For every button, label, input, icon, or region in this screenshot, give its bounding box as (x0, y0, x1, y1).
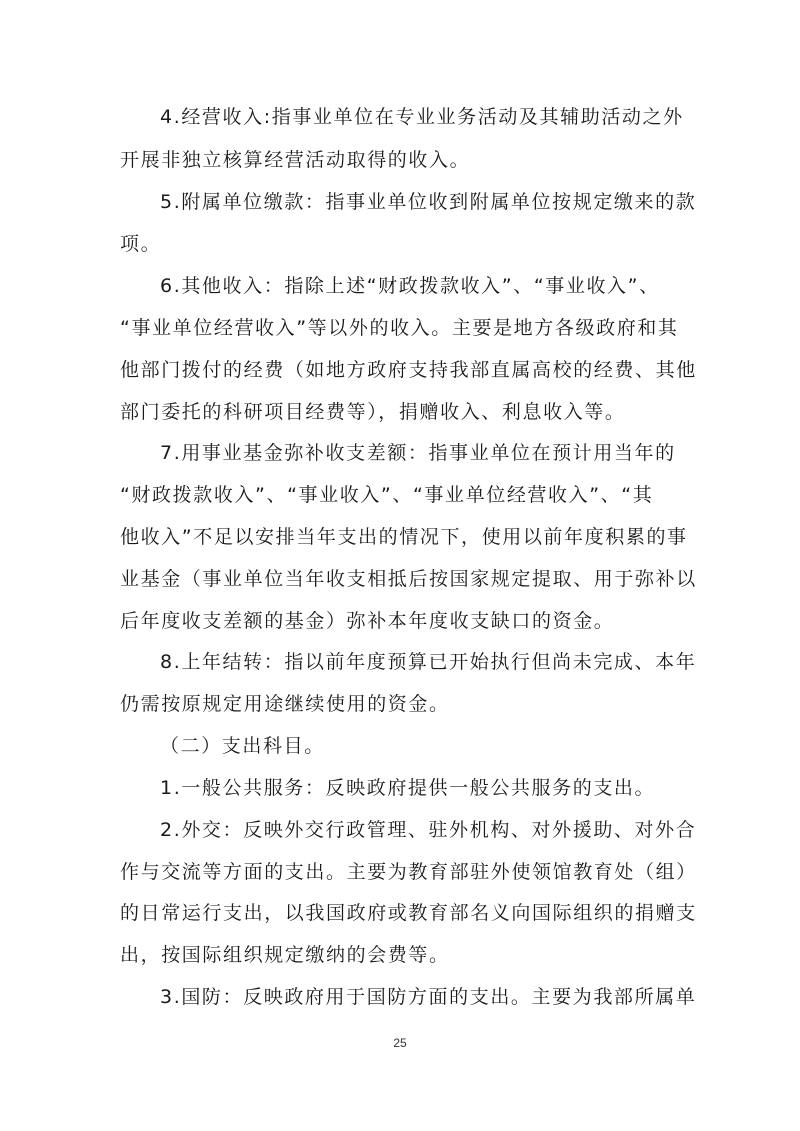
text-line: 部门委托的科研项目经费等），捐赠收入、利息收入等。 (120, 401, 626, 423)
text-line: 7.用事业基金弥补收支差额：指事业单位在预计用当年的 (160, 442, 676, 464)
text-line: 1.一般公共服务：反映政府提供一般公共服务的支出。 (160, 777, 656, 799)
page-number: 25 (393, 1036, 407, 1050)
text-line: 出，按国际组织规定缴纳的会费等。 (120, 944, 450, 966)
text-line: 的日常运行支出，以我国政府或教育部名义向国际组织的捐赠支 (120, 902, 697, 924)
text-line: “事业单位经营收入”等以外的收入。主要是地方各级政府和其 (120, 317, 679, 339)
text-line: 作与交流等方面的支出。主要为教育部驻外使领馆教育处（组） (120, 861, 697, 883)
text-line: 3.国防：反映政府用于国防方面的支出。主要为我部所属单 (160, 986, 697, 1008)
text-line: 他部门拨付的经费（如地方政府支持我部直属高校的经费、其他 (120, 359, 697, 381)
text-line: 后年度收支差额的基金）弥补本年度收支缺口的资金。 (120, 610, 615, 632)
text-line: 他收入”不足以安排当年支出的情况下，使用以前年度积累的事 (120, 526, 688, 548)
text-line: 8.上年结转：指以前年度预算已开始执行但尚未完成、本年 (160, 651, 697, 673)
text-line: 6.其他收入：指除上述“财政拨款收入”、“事业收入”、 (160, 275, 660, 297)
text-line: 5.附属单位缴款：指事业单位收到附属单位按规定缴来的款 (160, 191, 697, 213)
text-line: 项。 (120, 233, 162, 255)
text-line: 4.经营收入:指事业单位在专业业务活动及其辅助活动之外 (160, 106, 684, 128)
section-heading: （二）支出科目。 (160, 735, 325, 757)
text-line: 开展非独立核算经营活动取得的收入。 (120, 149, 471, 171)
text-line: 业基金（事业单位当年收支相抵后按国家规定提取、用于弥补以 (120, 568, 697, 590)
text-line: “财政拨款收入”、“事业收入”、“事业单位经营收入”、“其 (120, 484, 654, 506)
text-line: 2.外交：反映外交行政管理、驻外机构、对外援助、对外合 (160, 819, 697, 841)
text-line: 仍需按原规定用途继续使用的资金。 (120, 693, 450, 715)
